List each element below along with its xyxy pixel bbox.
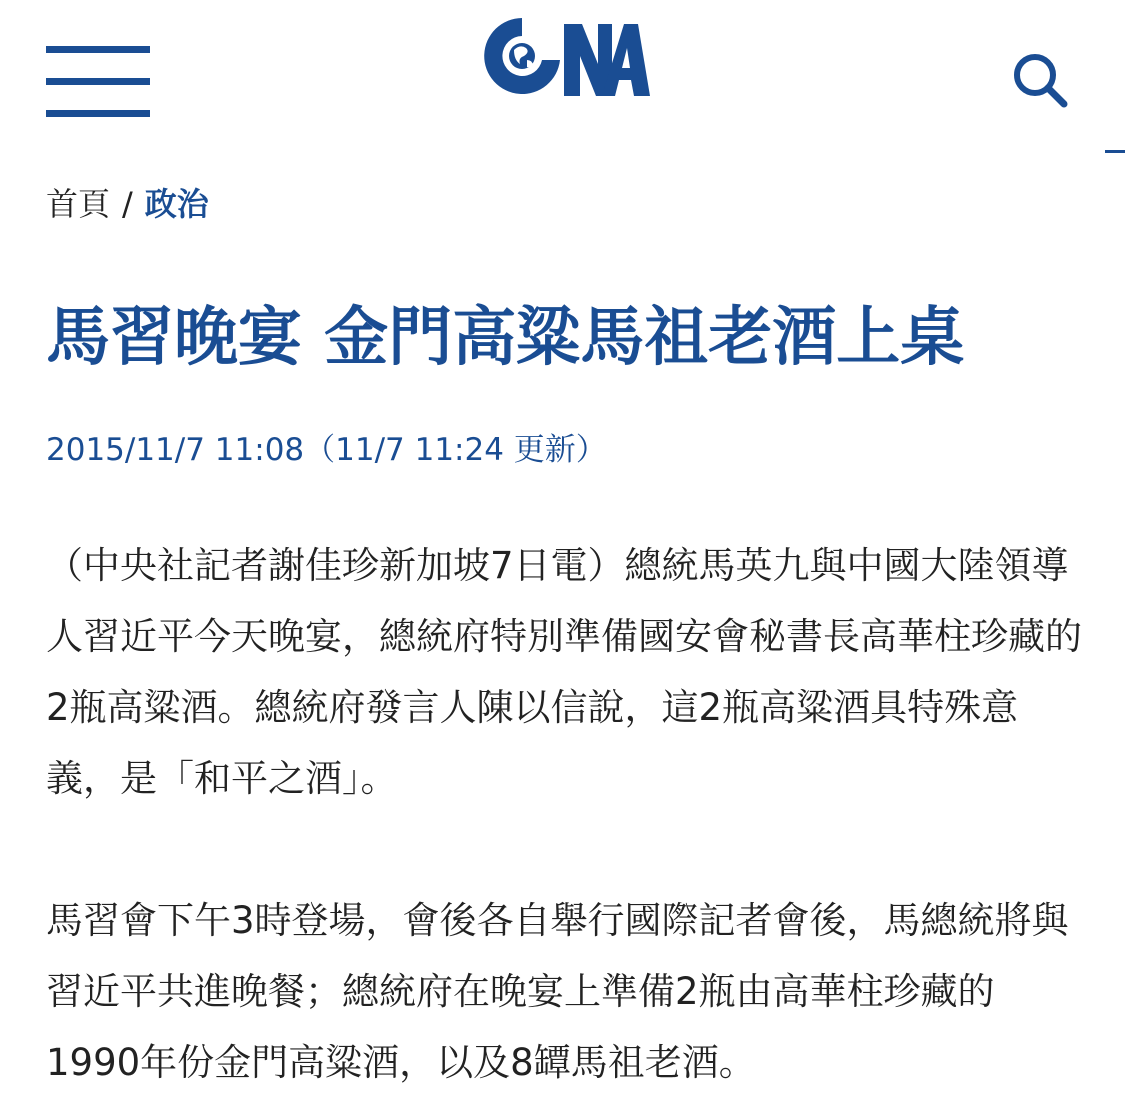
cna-logo[interactable]	[478, 14, 650, 98]
breadcrumb-home-link[interactable]: 首頁	[46, 185, 111, 223]
article-paragraph: （中央社記者謝佳珍新加坡7日電）總統馬英九與中國大陸領導人習近平今天晚宴，總統府特別準備國安會秘書長高華柱珍藏的2瓶高粱酒。總統府發言人陳以信說，這2瓶高粱酒具特殊意義，是「和平之酒」。	[46, 544, 1082, 800]
menu-button[interactable]	[46, 46, 152, 118]
article-dateline: 2015/11/7 11:08（11/7 11:24 更新）	[46, 432, 607, 468]
article-title: 馬習晚宴 金門高粱馬祖老酒上桌	[46, 301, 965, 375]
menu-bar-middle	[46, 78, 150, 85]
logo-graphic	[478, 14, 650, 98]
search-icon	[1008, 50, 1072, 110]
breadcrumb-separator: /	[122, 185, 133, 223]
search-button[interactable]	[1008, 50, 1072, 110]
breadcrumb-current-link[interactable]: 政治	[144, 185, 209, 223]
hamburger-menu-icon	[46, 46, 150, 53]
article-paragraph: 馬習會下午3時登場，會後各自舉行國際記者會後，馬總統將與習近平共進晚餐；總統府在晚宴上準備2瓶由高華柱珍藏的1990年份金門高粱酒，以及8罈馬祖老酒。	[46, 899, 1069, 1084]
breadcrumb	[46, 182, 209, 226]
edge-indicator	[1105, 150, 1125, 153]
article-body	[46, 530, 1086, 1098]
menu-bar-bottom	[46, 110, 150, 117]
site-header	[0, 0, 1125, 150]
